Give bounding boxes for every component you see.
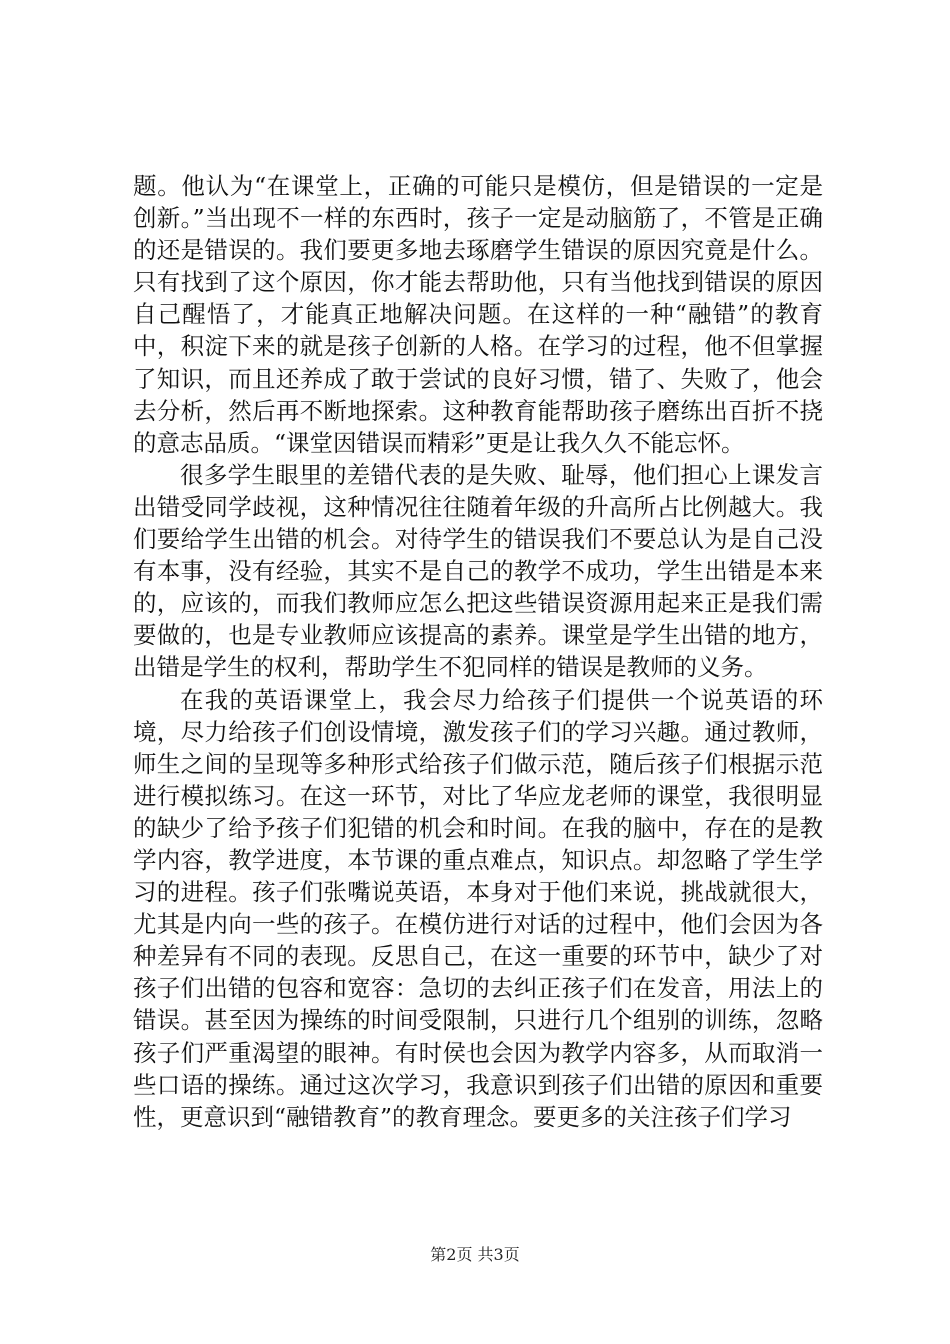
document-body [133, 170, 823, 1133]
paragraph-2: 很多学生眼里的差错代表的是失败、耻辱，他们担心上课发言出错受同学歧视，这种情况往往随着年级的升高所占比例越大。我们要给学生出错的机会。对待学生的错误我们不要总认为是自己没有本事，没有经验，其实不是自己的教学不成功，学生出错是本来的，应该的，而我们教师应怎么把这些错误资源用起来正是我们需要做的，也是专业教师应该提高的素养。课堂是学生出错的地方，出错是学生的权利，帮助学生不犯同样的错误是教师的义务。 [133, 460, 823, 682]
page-footer: 第2页 共3页 [430, 1245, 520, 1264]
paragraph-1: 题。他认为“在课堂上，正确的可能只是模仿，但是错误的一定是创新。”当出现不一样的东西时，孩子一定是动脑筋了，不管是正确的还是错误的。我们要更多地去琢磨学生错误的原因究竟是什么。只有找到了这个原因，你才能去帮助他，只有当他找到错误的原因自己醒悟了，才能真正地解决问题。在这样的一种“融错”的教育中，积淀下来的就是孩子创新的人格。在学习的过程，他不但掌握了知识，而且还养成了敢于尝试的良好习惯，错了、失败了，他会去分析，然后再不断地探索。这种教育能帮助孩子磨练出百折不挠的意志品质。“课堂因错误而精彩”更是让我久久不能忘怀。 [133, 172, 823, 457]
paragraph-3: 在我的英语课堂上，我会尽力给孩子们提供一个说英语的环境，尽力给孩子们创设情境，激发孩子们的学习兴趣。通过教师，师生之间的呈现等多种形式给孩子们做示范，随后孩子们根据示范进行模拟练习。在这一环节，对比了华应龙老师的课堂，我很明显的缺少了给予孩子们犯错的机会和时间。在我的脑中，存在的是教学内容，教学进度，本节课的重点难点，知识点。却忽略了学生学习的进程。孩子们张嘴说英语，本身对于他们来说，挑战就很大，尤其是内向一些的孩子。在模仿进行对话的过程中，他们会因为各种差异有不同的表现。反思自己，在这一重要的环节中，缺少了对孩子们出错的包容和宽容：急切的去纠正孩子们在发音，用法上的错误。甚至因为操练的时间受限制，只进行几个组别的训练，忽略孩子们严重渴望的眼神。有时侯也会因为教学内容多，从而取消一些口语的操练。通过这次学习，我意识到孩子们出错的原因和重要性，更意识到“融错教育”的教育理念。要更多的关注孩子们学习 [133, 685, 823, 1131]
